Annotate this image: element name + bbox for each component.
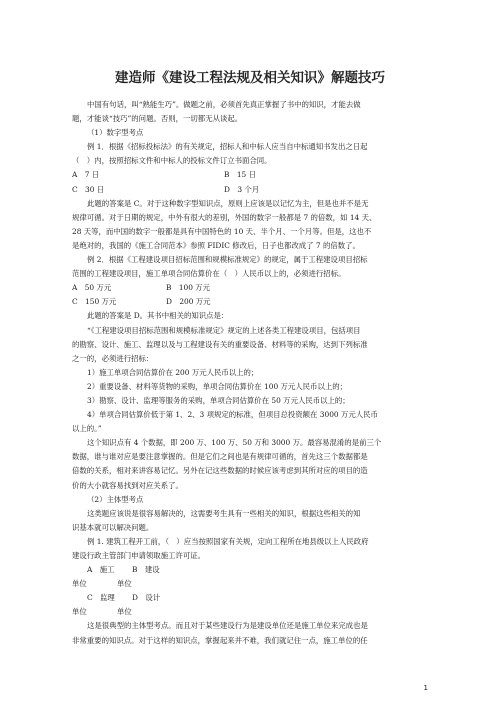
- paragraph-line: 倍数的关系，相对来讲容易记忆。另外在记这些数据的时候应该考虑到其所对应的项目的造: [72, 466, 368, 476]
- page-number: 1: [423, 684, 428, 692]
- answer-options-row: [72, 281, 430, 295]
- paragraph-line: 例 2．根据《工程建设项目招标范围和规模标准规定》的规定，属于工程建设项目招标: [87, 255, 368, 265]
- paragraph-line: 数据，谁与谁对应是要注意掌握的。但是它们之间也是有规律可循的，首先这三个数据都是: [72, 452, 368, 462]
- paragraph-line: 价的大小就容易找到对应关系了。: [72, 480, 183, 490]
- paragraph-line: 此题的答案是 D。其书中相关的知识点是：: [87, 311, 229, 321]
- list-item: 1）施工单项合同估算价在 200 万元人民币以上的；: [87, 367, 259, 377]
- option-a: A 施工单位: [72, 565, 115, 589]
- paragraph-line: 非常重要的知识点。对于这样的知识点，掌握起来并不难，我们就记住一点，施工单位的任: [72, 635, 368, 645]
- paragraph-line: 是绝对的，我国的《施工合同范本》参照 FIDIC 修改后，日子也都改成了 7 的倍数了。: [72, 240, 360, 250]
- paragraph-line: 之一的，必须进行招标：: [72, 353, 154, 363]
- paragraph-line: 题，才能谈“技巧”的问题。否则，一切都无从谈起。: [72, 114, 243, 124]
- option-d: D 设计单位: [117, 593, 161, 617]
- answer-options-row: [72, 168, 430, 182]
- option-d: D 200 万元: [166, 297, 211, 307]
- paragraph-line: 这类题应该说是很容易解决的，这需要考生具有一些相关的知识，根据这些相关的知: [87, 508, 361, 518]
- document-body: [72, 98, 430, 648]
- paragraph-line: 例 1．根据《招标投标法》的有关规定，招标人和中标人应当自中标通知书发出之日起: [87, 142, 368, 152]
- list-item: 4）单项合同估算价低于第 1、2、3 项规定的标准，但项目总投资额在 3000 万元人民币: [87, 410, 378, 420]
- answer-options-row: [72, 563, 430, 591]
- option-b: B 建设单位: [117, 565, 160, 589]
- option-a: A 7 日: [72, 170, 100, 180]
- paragraph-line: 这是很典型的主体型考点。而且对于某些建设行为是建设单位还是施工单位来完成也是: [87, 621, 368, 631]
- list-item: 3）勘察、设计、监理等服务的采购，单项合同估算价在 50 万元人民币以上的；: [87, 395, 350, 405]
- paragraph-line: 这个知识点有 4 个数据，即 200 万、100 万、50 万和 3000 万。最容易混淆的是前三个: [87, 438, 382, 448]
- option-b: B 15 日: [224, 170, 256, 180]
- paragraph-line: 中国有句话，叫“熟能生巧”。做题之前，必须首先真正掌握了书中的知识，才能去做: [87, 100, 361, 109]
- paragraph-line: 的勘察、设计、施工、监理以及与工程建设有关的重要设备、材料等的采购，达到下列标准: [72, 339, 368, 349]
- option-d: D 3 个月: [224, 184, 260, 194]
- paragraph-line: 28 天等，而中国的数字一般都是具有中国特色的 10 天、半个月、一个月等。但是，这也不: [72, 226, 372, 236]
- section-heading: （1）数字型考点: [87, 128, 144, 138]
- paragraph-line: 规律可循。对于日期的规定，中外有很大的差别，外国的数字一般都是 7 的倍数，如 14 天、: [72, 212, 377, 222]
- paragraph-line: （ ）内，按照招标文件和中标人的投标文件订立书面合同。: [72, 156, 272, 166]
- list-item: 2）重要设备、材料等货物的采购，单项合同估算价在 100 万元人民币以上的；: [87, 381, 348, 391]
- document-title: 建造师《建设工程法规及相关知识》解题技巧: [115, 70, 385, 86]
- option-a: A 50 万元: [72, 283, 112, 293]
- paragraph-line: 例 1. 建筑工程开工前，（ ）应当按照国家有关规，定向工程所在地县级以上人民政府: [87, 536, 369, 546]
- paragraph-line: “《工程建设项目招标范围和规模标准规定》规定的上述各类工程建设项目，包括项目: [87, 325, 361, 335]
- paragraph-line: 以上的。”: [72, 424, 102, 434]
- option-c: C 监理单位: [72, 593, 115, 617]
- paragraph-line: 此题的答案是 C。对于这种数字型知识点，原则上应该是以记忆为主，但是也并不是无: [87, 198, 369, 208]
- paragraph-line: 建设行政主管部门申请领取施工许可证。: [72, 551, 206, 560]
- option-c: C 30 日: [72, 184, 105, 194]
- answer-options-row: [72, 183, 430, 197]
- section-heading: （2）主体型考点: [87, 494, 144, 504]
- answer-options-row: [72, 295, 430, 309]
- answer-options-row: [72, 591, 430, 619]
- paragraph-line: 识基本就可以解决问题。: [72, 522, 154, 532]
- option-c: C 150 万元: [72, 297, 117, 307]
- option-b: B 100 万元: [166, 283, 211, 293]
- paragraph-line: 范围的工程建设项目，施工单项合同估算价在（ ）人民币以上的，必须进行招标。: [72, 269, 346, 279]
